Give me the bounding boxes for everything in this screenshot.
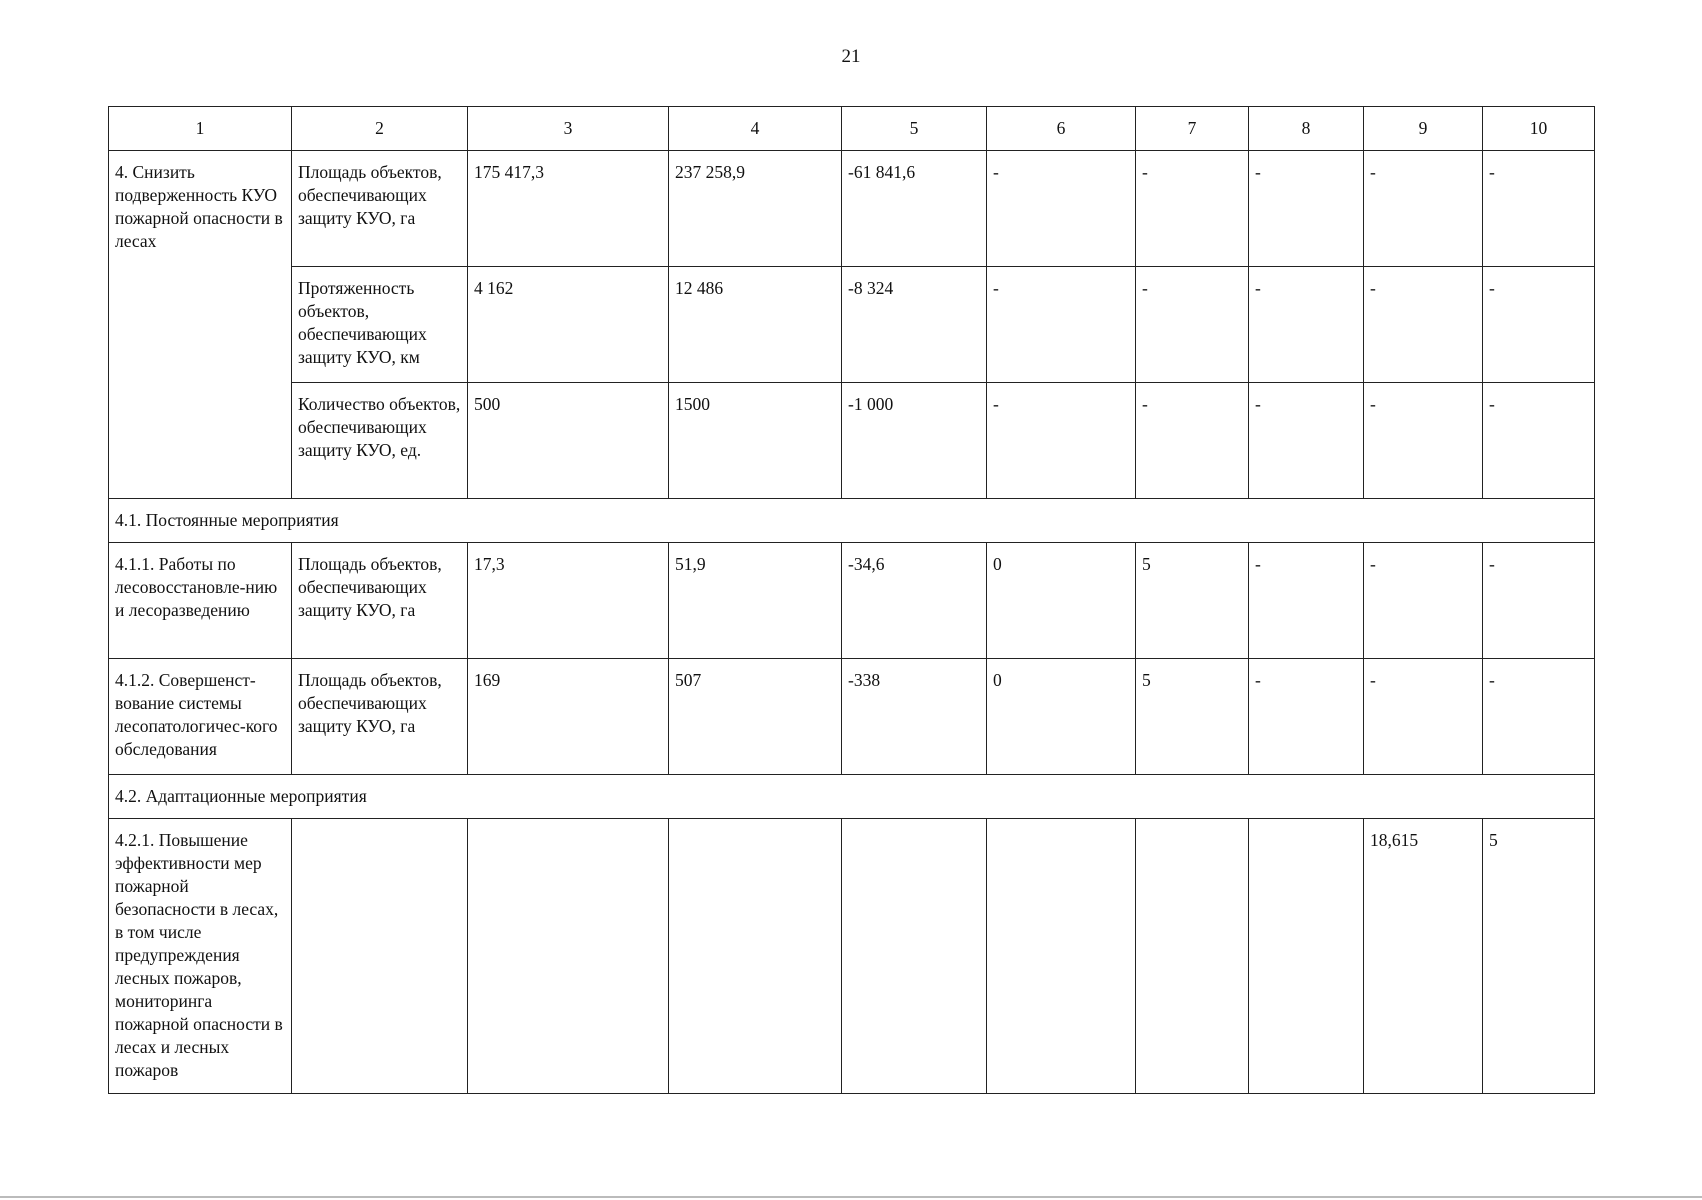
page-number: 21 — [841, 46, 861, 67]
column-header: 1 — [109, 107, 292, 151]
scan-edge-line — [0, 1196, 1702, 1198]
table-row — [109, 543, 1595, 659]
table-cell: - — [987, 151, 1136, 267]
indicator-name: Площадь объектов, обеспечивающих защиту КУО, га — [292, 659, 468, 775]
table-cell — [842, 819, 987, 1094]
table-cell: 175 417,3 — [468, 151, 669, 267]
table-cell: - — [1364, 151, 1483, 267]
table-cell: - — [1364, 543, 1483, 659]
goal-label: 4. Снизить подверженность КУО пожарной опасности в лесах — [109, 151, 292, 499]
table-row — [109, 819, 1595, 1094]
table-cell — [669, 819, 842, 1094]
indicator-name: Площадь объектов, обеспечивающих защиту КУО, га — [292, 543, 468, 659]
table-cell: - — [1249, 151, 1364, 267]
section-row — [109, 499, 1595, 543]
measure-label: 4.1.1. Работы по лесовосстановле-нию и лесоразведению — [109, 543, 292, 659]
column-number-row — [109, 107, 1595, 151]
table-cell: - — [1483, 151, 1595, 267]
table-cell: - — [1136, 267, 1249, 383]
table-cell: 17,3 — [468, 543, 669, 659]
table-cell: 1500 — [669, 383, 842, 499]
column-header: 10 — [1483, 107, 1595, 151]
section-title: 4.2. Адаптационные мероприятия — [109, 775, 1595, 819]
column-header: 4 — [669, 107, 842, 151]
indicator-name: Площадь объектов, обеспечивающих защиту КУО, га — [292, 151, 468, 267]
table-cell: 0 — [987, 659, 1136, 775]
table-cell: 18,615 — [1364, 819, 1483, 1094]
table-cell: 4 162 — [468, 267, 669, 383]
table-cell: 5 — [1136, 659, 1249, 775]
table-cell: - — [1136, 151, 1249, 267]
indicator-name — [292, 819, 468, 1094]
table-cell: - — [1136, 383, 1249, 499]
table-cell: 0 — [987, 543, 1136, 659]
table-cell: - — [1364, 659, 1483, 775]
table-cell — [468, 819, 669, 1094]
table-cell: 5 — [1136, 543, 1249, 659]
table-cell: - — [1249, 659, 1364, 775]
table-row — [109, 659, 1595, 775]
column-header: 2 — [292, 107, 468, 151]
table-cell: - — [1249, 543, 1364, 659]
table-cell: 12 486 — [669, 267, 842, 383]
table-cell — [1249, 819, 1364, 1094]
column-header: 8 — [1249, 107, 1364, 151]
table-cell: - — [1249, 267, 1364, 383]
table-cell: 5 — [1483, 819, 1595, 1094]
table-cell: - — [1249, 383, 1364, 499]
column-header: 3 — [468, 107, 669, 151]
measure-label: 4.1.2. Совершенст-вование системы лесопатологичес-кого обследования — [109, 659, 292, 775]
table-cell: - — [1483, 383, 1595, 499]
indicator-name: Протяженность объектов, обеспечивающих защиту КУО, км — [292, 267, 468, 383]
table-cell: -8 324 — [842, 267, 987, 383]
table-cell: -1 000 — [842, 383, 987, 499]
column-header: 6 — [987, 107, 1136, 151]
column-header: 5 — [842, 107, 987, 151]
table-cell: -34,6 — [842, 543, 987, 659]
table-cell: - — [987, 267, 1136, 383]
column-header: 7 — [1136, 107, 1249, 151]
indicators-table — [108, 106, 1595, 1094]
section-title: 4.1. Постоянные мероприятия — [109, 499, 1595, 543]
table-cell: 237 258,9 — [669, 151, 842, 267]
table-row — [109, 383, 1595, 499]
table-cell — [987, 819, 1136, 1094]
table-cell: - — [987, 383, 1136, 499]
table-cell: - — [1364, 383, 1483, 499]
column-header: 9 — [1364, 107, 1483, 151]
table-cell: - — [1483, 659, 1595, 775]
table-row — [109, 151, 1595, 267]
table-cell: -61 841,6 — [842, 151, 987, 267]
table-cell: 507 — [669, 659, 842, 775]
table-cell: - — [1483, 267, 1595, 383]
table-cell: -338 — [842, 659, 987, 775]
table-cell: 169 — [468, 659, 669, 775]
table-cell: 51,9 — [669, 543, 842, 659]
section-row — [109, 775, 1595, 819]
measure-label: 4.2.1. Повышение эффективности мер пожарной безопасности в лесах, в том числе предупреждения лесных пожаров, мониторинга пожарной опасности в лесах и лесных пожаров — [109, 819, 292, 1094]
table-cell: - — [1364, 267, 1483, 383]
indicator-name: Количество объектов, обеспечивающих защиту КУО, ед. — [292, 383, 468, 499]
table-row — [109, 267, 1595, 383]
table-cell: - — [1483, 543, 1595, 659]
table-cell: 500 — [468, 383, 669, 499]
table-cell — [1136, 819, 1249, 1094]
